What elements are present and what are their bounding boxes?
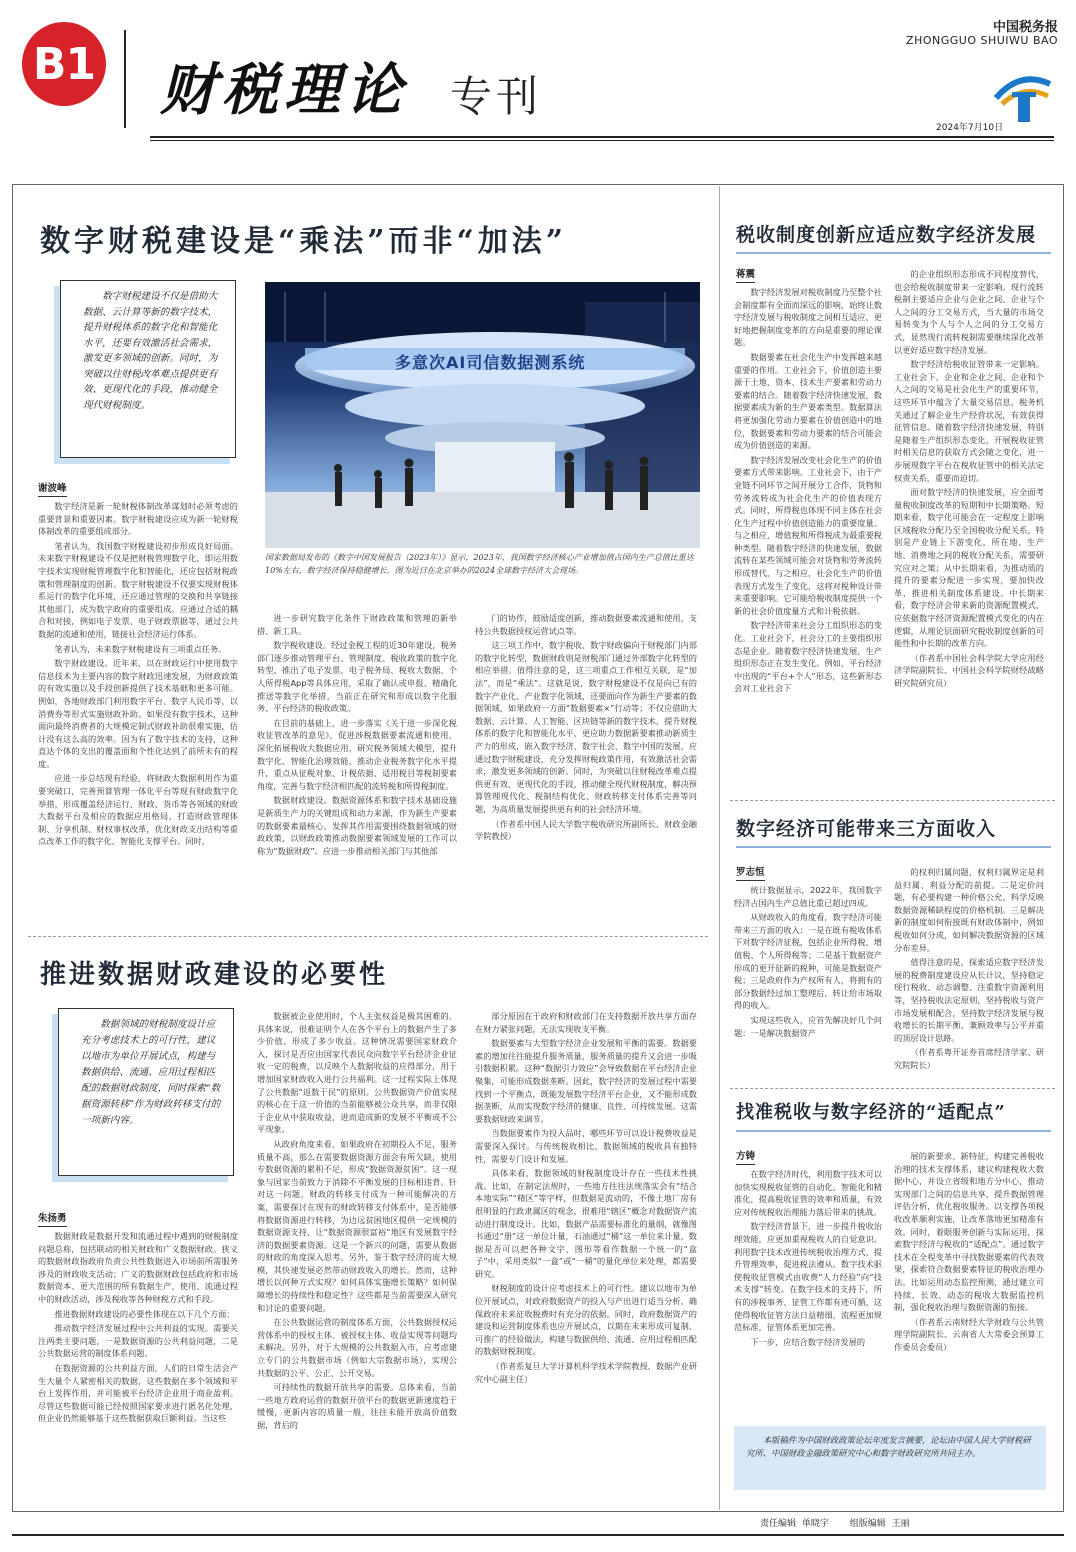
- article1-photo: [265, 282, 700, 548]
- footer-rule: [12, 1534, 1064, 1536]
- header-rule: [150, 136, 1054, 138]
- article5-title-rule: [736, 1130, 1051, 1132]
- paragraph: 从政府角度来看，如果政府在初期投入不足，服务质量不高，那么在需要数据资源方面会有所欠缺，使用专数据资源的累积不足，形成“数据资源贫困”。这一现象与国家当前致力于消除不平衡发展的目标相违背。针对这一问题，财政的转移支付成为一种可能解决的方案，需要探讨在现有的财政转移支付体系中，是否能够将数据资源进行转移，为边远贫困地区提供一定规模的数据资源支持，让“数据资源很富裕”地区有发展数字经济的数据要素资源。这是一个新兴的问题，需要从数据的财政的角度深入思考。另外，鉴于数字经济的庞大规模，其快速发展必然带动财政收入的增长。然而，这种增长以何种方式实现？如何具体实施增长策略？如何保障增长的持续性和稳定性？这些都是当前需要深入研究和讨论的重要问题。: [257, 1138, 457, 1313]
- paragraph: 应进一步总结现有经验，将财政大数据利用作为重要突破口，完善预算管理一体化平台等现有财政数字化举措，形成覆盖经济运行、财政、货币等各领域的财政大数据平台及相应的数据应用格局，打造财政管理体制、分享机制、财权事权改革，优化财政支出结构等重点改革工作的数字化、智能化支撑平台。同时，: [38, 773, 238, 847]
- article1-lead-text: 数字财税建设不仅是借助大数据、云计算等新的数字技术，提升财税体系的数字化和智能化水平，还要有效激活社会需求，激发更多领域的创新。同时，为突破以往财税改革难点提供更有效、更现代化的手段，推动健全现代财税制度。: [83, 291, 218, 411]
- designer-label: 组版编辑: [849, 1519, 886, 1529]
- paragraph: 笔者认为，未来数字财税建设有三项重点任务。: [54, 643, 227, 654]
- article1-divider: [28, 936, 708, 937]
- article5-title: 找准税收与数字经济的“适配点”: [736, 1102, 1006, 1123]
- paragraph: 数字财政建设。近年来，以在财政运行中使用数字信息技术为主要内容的数字财政迅速发展，为财政政策的有效实施以及手段创新提供了技术基础和更多可能。例如，各地财政部门利用数字平台、数字人民币等，以消费券等形式实施财政补助。如果没有数字技术，这种面向最终消费者的大规模定制式财政补助很难实施，估计没有这么高的效率。因为有了数字技术的支持，这种直达个体的支出的覆盖面和个性化达到了前所未有的程度。: [38, 658, 238, 769]
- page-badge: [22, 22, 106, 106]
- paragraph: （作者系中国社会科学院大学应用经济学院副院长、中国社会科学院财经战略研究院研究员）: [894, 652, 1044, 688]
- paragraph: 数字经济带来社会分工组织形态的变化。工业社会下，社会分工的主要组织形态是企业。随着数字经济快速发展，生产组织形态正在发生变化。例如，平台经济中出现的“平台+个人”形态，这些新形态会对工业社会下: [734, 620, 882, 694]
- article4-col1: [734, 884, 882, 1041]
- paragraph: 门的协作，鼓励适度创新，推动数据要素流通和使用，支持公共数据授权运营试点等。: [475, 613, 697, 636]
- article2-author: 朱扬勇: [38, 1210, 67, 1227]
- paragraph: 的企业组织形态形成不同程度替代，也会给税收制度带来一定影响。现行流转税制主要适应企业与企业之间、企业与个人之间的分工交易方式，当大量的市场交易转变为个人与个人之间的分工交易方式，显然现行流转税制需要继续深化改革以更好适应数字经济发展。: [894, 269, 1044, 355]
- editor-label: 责任编辑: [760, 1519, 797, 1529]
- article1-photo-sign: 多意次AI司信数据测系统: [395, 353, 586, 372]
- paragraph: 财税制度的设计应考虑技术上的可行性。建议以地市为单位开展试点，对政府数据资产的投入与产出进行适当分析，确保政府未来征收税费时有充分的依据。同时，政府数据资产的建设和运营制度体系也应开展试点，以期在未来形成可复制、可推广的经验做法，构建与数据供给、流通、应用过程相匹配的数据财税制度。: [475, 1283, 697, 1357]
- article5-col1: [734, 1168, 882, 1350]
- article3-author: 蒋震: [736, 266, 755, 283]
- issue-date: 2024年7月10日: [936, 123, 1004, 133]
- footer-note-text: 本版稿件为中国财政政策论坛年度发言摘要，论坛由中国人民大学财税研究所、中国财政金融政策研究中心和数字财政研究所共同主办。: [746, 1435, 1031, 1458]
- editor-name: 单晓宇: [801, 1519, 829, 1529]
- article2-col1: [38, 1230, 238, 1427]
- article2-title: 推进数据财政建设的必要性: [40, 960, 389, 990]
- paragraph: （作者系复旦大学计算机科学技术学院教授、数据产业研究中心副主任）: [475, 1361, 697, 1384]
- paragraph: 推进数据财政建设的必要性体现在以下几个方面：: [54, 1308, 235, 1319]
- article1-lead: [60, 280, 236, 458]
- paragraph: 数据财政是数据开发和流通过程中遇到的财税制度问题总称，包括联动的相关财政和广义数据财政。狭义的数据财政指政府负责公共性数据进入市场前所需服务涉及的财政收支活动；广义的数据财政包括政府和市场数据资本、更大范围的所有数据生产、使用、流通过程中的财政活动，涉及税收等各种财税方式和手段。: [38, 1231, 238, 1304]
- article3-title: 税收制度创新应适应数字经济发展: [736, 224, 1037, 246]
- paper-name-pinyin: ZHONGGUO SHUIWU BAO: [906, 34, 1058, 47]
- paragraph: 数据要素与大型数字经济企业发展和平衡的需要。数据要素的增加往往能提升服务质量，服务质量的提升又会进一步吸引数据积累。这种“数据引力效应”会导致数据在平台经济企业聚集，可能形成数据垄断。因此，数字经济的发展过程中需要找到一个平衡点，既能发展数字经济平台企业，又不能形成数据垄断，从而实现数字经济的健康、良性、可持续发展。这需要数据财政来调节。: [475, 1038, 697, 1124]
- article4-title-rule: [736, 846, 1051, 848]
- section-subtitle: 专刊: [450, 72, 543, 121]
- footer-note-box: [734, 1426, 1046, 1490]
- paragraph: 值得注意的是，探索适应数字经济发展的税费制度建设应从长计议，坚持稳定现行税收、动态调整、注重数字资源利用等，坚持税收法定原则，坚持税收与资产市场发展相配合，坚持数字经济发展与税收增长的长期平衡，兼顾效率与公平并重的顶层设计思路。: [894, 957, 1044, 1043]
- paragraph: 数据被企业使用时，个人主张权益是极其困难的。具体来说，很难证明个人在各个平台上的数据产生了多少价值、形成了多少收益。这种情况需要国家财政介入，探讨是否应由国家代表民众向数字平台经济企业征收一定的税费，以反映个人数据收益的应得部分，用于增加国家财政收入进行公共福利。这一过程实际上体现了公共数据“返数于民”的原则。公共数据资产价值实现的核心在于这一价值的当前能够被公众共享，而非仅限于企业从中获取收益，进而造成新的发展不平衡或不公平现象。: [257, 1011, 457, 1135]
- article4-author: 罗志恒: [736, 864, 765, 881]
- paragraph: 笔者认为，我国数字财税建设初步形成良好局面。未来数字财税建设不仅是把财税管理数字化，即运用数字技术实现财税管理数字化和智能化，还应包括财税政策和管理制度的创新。数字财税建设不仅要实现财税体系运行的数字化环境，还应通过管理的交换和共享链接其他部门，成为数字政府的重要组成。应通过合适的耦合和对接，例如电子发票、电子财政票据等，通过公共数据的流通和使用，链接社会经济运行体系。: [38, 540, 238, 639]
- paragraph: 部分原因在于政府和财政部门在支持数据开放共享方面存在财力紧张问题，无法实现收支平衡。: [475, 1011, 697, 1034]
- section-title: 财税理论: [160, 57, 408, 123]
- article2-col2: [257, 1010, 457, 1434]
- paragraph: 从财政收入的角度看，数字经济可能带来三方面的收入：一是在既有税收体系下对数字经济征税，包括企业所得税、增值税、个人所得税等；二是基于数据资产形成的更开征新的税种，可能是数据资产税；三是政府作为产权所有人，将拥有的部分数据经过加工整理后，转让给市场取得的收入。: [734, 912, 882, 1011]
- page-number: B1: [32, 38, 96, 90]
- article3-col2: [894, 268, 1044, 692]
- paragraph: 数字经济背景下，进一步提升税收治理效能，应更加重视税收人的自觉意识。利用数字技术改进传统税收治理方式，提升管理效率，促进税法遵从。数字技术驱使税收征管模式由收费“人力经验”向“技术支撑”转变。在数字技术的支持下，所有的涉税事务、征管工作都有迹可循，这使得税收征管方法日益精细，流程更加规范标准，征管体系更加完善。: [734, 1221, 882, 1333]
- paragraph: 推动数字经济发展过程中公共利益的实现。需要关注两类主要问题，一是数据资源的公共利益问题，二是公共数据运营的制度体系问题。: [38, 1323, 238, 1359]
- paragraph: 的权利归属问题，权利归属界定是利益归属、利益分配的前提。二是定价问题，有必要构建一种价格公允、科学反映数据资源稀缺程度的价格机制。三是解决新的制度如何衔接既有财政体制中，例如税收如何分成，如何解决数据资源的区域分布差异。: [894, 867, 1044, 953]
- paper-name: 中国税务报: [992, 20, 1058, 35]
- header-rule-thin: [150, 140, 1054, 141]
- paragraph: 在数字经济时代，利用数字技术可以加快实现税收征管的自动化、智能化和精准化，提高税收征管的效率和质量，有效应对传统税收治理能力落后带来的挑战。: [734, 1169, 882, 1217]
- paragraph: 在数据资源的公共利益方面，人们的日常生活会产生大量个人紧密相关的数据，这些数据在多个领域和平台上发挥作用，并可能被平台经济企业用于商业盈利。尽管这些数据可能已经按照国家要求进行匿名化处理，但企业仍然能够基于这些数据获取巨额利益。当这些: [38, 1362, 238, 1424]
- header-divider-vertical: [124, 30, 126, 128]
- article1-author: 谢波峰: [38, 480, 67, 497]
- page-header: [0, 0, 1076, 150]
- column-separator: [719, 186, 720, 1510]
- article2-lead-text: 数据领域的财税制度设计应充分考虑技术上的可行性，建议以地市为单位开展试点，构建与数据供给、流通、应用过程相匹配的数据财政制度，同时探索“数据资源转移”作为财政转移支付的一项新内容。: [81, 1019, 221, 1126]
- paragraph: 数据财政建设。数据资源体系和数字技术基础设施是新质生产力的关键组成和动力来源，作为新生产要素的数据要素最核心，发挥其作用需要围绕数据领域的财政政策，以财政政策推动数据要素领域发展的工作可以称为“数据财政”。应进一步推动相关部门与其他部: [257, 795, 457, 856]
- article1-photo-caption: 国家数据局发布的《数字中国发展报告（2023年）》显示，2023年，我国数字经济核心产业增加值占国内生产总值比重达10%左右，数字经济保持稳健增长。图为近日在北京举办的2024全球数字经济大会现场。: [265, 553, 694, 575]
- article3-col1: [734, 286, 882, 697]
- paragraph: 当数据要素作为投入品时，哪些环节可以设计税费收益是需要深入探讨。与传统税收相比，数据领域的税收具有独特性，需要专门设计和发展。: [475, 1128, 697, 1164]
- article3-title-rule: [736, 252, 1051, 254]
- article2-lead: [58, 1008, 234, 1176]
- article1-col2: [257, 612, 457, 859]
- article1-col1: [38, 500, 238, 850]
- paragraph: 数字税收建设。经过金税工程的近30年建设，税务部门逐步推动管理平台、管理制度、税收政策的数字化转型，推出了电子发票、电子税务局、税收大数据、个人所得税App等具体应用，采取了确认或申报、精确化推送等数字化举措，当前正在研究和形成以数字化服务、平台经济的税收政策。: [257, 640, 457, 714]
- article5-author: 方铸: [736, 1148, 755, 1165]
- paragraph: 数字经济给税收征管带来一定影响。工业社会下，企业和企业之间、企业和个人之间的交易是社会化生产的重要环节，这些环节中蕴含了大量交易信息，税务机关通过了解企业生产经营状况，有效获得征管信息。随着数字经济快速发展，特别是随着生产组织形态变化，开展税收征管时相关信息的获取方式会随之变化，进一步展现数字平台在税收征管中的相关法定权责关系，重要而迫切。: [894, 359, 1044, 483]
- article4-divider: [730, 1088, 1055, 1089]
- paper-logo-icon: [990, 64, 1054, 128]
- page-footer: [760, 1516, 910, 1529]
- paragraph: 下一步，应结合数字经济发展的: [750, 1336, 866, 1347]
- paragraph: 在目前的基础上，进一步落实《关于进一步深化税收征管改革的意见》，促进涉税数据要素流通和使用，深化拓展税收大数据应用，研究税务领域大模型，提升数字化、智能化治理效能，推动企业税务数字化水平提升，重点从征税对象、计税依据、适用税目等税制要素角度，完善与数字经济相匹配的流转税和所得税制度。: [257, 717, 457, 791]
- article5-col2: [894, 1150, 1044, 1356]
- article4-col2: [894, 866, 1044, 1074]
- paragraph: 这三项工作中，数字税收、数字财政偏向于财税部门内部的数字化转型，数据财政则是财税部门通过外部数字化转型的相应举措。值得注意的是，这三项重点工作相互关联，是“加法”，而是“乘法”。这就是说，数字财税建设不仅是向已有的数字产业化、产业数字化领域，还要面向作为新生产要素的数据领域，如果政府一方面“数据要素×”行动等；不仅应借助大数据、云计算、人工智能、区块链等新的数字技术，提升财税体系的数字化和智能化水平，更应助力数据新要素推动新质生产力的形成，嵌入数字经济、数字社会、数字中国的发展，应通过数字财税建设，充分发挥财税政策作用，有效激活社会需求，激发更多领域的创新。同时，为突破以往财税改革难点提供更有效、更现代化的手段，推动健全现代财税制度，解决预算管理现代化、税制结构优化、财政转移支付体系完善等问题，为高质量发展提供更有利的社会经济环境。: [475, 640, 697, 814]
- designer-name: 王丽: [891, 1519, 910, 1529]
- paragraph: 统计数据显示，2022年，我国数字经济占国内生产总值比重已超过四成。: [734, 885, 882, 908]
- article4-title: 数字经济可能带来三方面收入: [736, 818, 997, 840]
- paragraph: 具体来看，数据领域的财税制度设计存在一些技术性挑战。比如，在制定法规时，一些地方往往法规落实会有“结合本地实际”“精区”等字样，但数据是流动的，不像土地厂房有很明显的行政隶属区的观念，很难用“辖区”概念对数据资产流动进行制度设计。比如，数据产品需要标准化的量纲，就像图书通过“册”这一单位计量，石油通过“桶”这一单位来计量，数据是否可以把各种文字、图形等看作数据一个统一的“盒子”中，采用类似“一盒”或“一桶”的量化单位来处理，都需要研究。: [475, 1168, 697, 1279]
- paragraph: 数字经济是新一轮财税体制改革谋划时必须考虑的重要背景和重要因素。数字财税建设应成为新一轮财税体制改革的重要组成部分。: [38, 501, 238, 537]
- article1-title: 数字财税建设是“乘法”而非“加法”: [40, 224, 568, 259]
- paragraph: （作者系粤开证券首席经济学家、研究院院长）: [894, 1047, 1044, 1070]
- paragraph: 数字经济发展对税收制度乃至整个社会制度都有全面而深远的影响，始终让数字经济发展与税收制度之间相互适应、更好地把握制度变革的方向是重要的理论课题。: [734, 287, 882, 348]
- paragraph: 面对数字经济的快速发展，应全面考量税收制度改革的短期和中长期策略。短期来看，数字化可能会在一定程度上影响区域税收分配乃至全国税收分配关系，特别是产业链上下游变化，所在地、生产地、消费地之间的税收分配关系，需要研究应对之策；从中长期来看，为推动质的提升的要素分配进一步实现，要加快改革，推进相关制度体系建设。中长期来看，数字经济会带来新的资源配置模式，应依据数字经济资源配置模式变化的内在逻辑，从理论层面研究税收制度创新的可能性和中长期的改革方向。: [894, 487, 1044, 649]
- paragraph: 数字经济发展改变社会化生产的价值要素方式带来影响。工业社会下，由于产业链不同环节之间开展分工合作，货物和劳务流转成为社会化生产的价值表现方式。同时，所得税也体现不同主体在社会化生产过程中价值创造能力的重要度量。与之相应，增值税和所得税成为最重要税种类型。随着数字经济的快速发展，数据流转在某些领域可能会对货物和劳务流转形成替代，与之相应，社会化生产的价值表现方式发生了变化，这将对税种设计带来重要影响。它可能给税收制度提供一个新的社会价值度量方式和计税依据。: [734, 454, 882, 616]
- paragraph: （作者系中国人民大学数字税收研究所副所长、财政金融学院教授）: [475, 818, 697, 842]
- article2-col3: [475, 1010, 697, 1387]
- article1-col3: [475, 612, 697, 845]
- article3-divider: [730, 800, 1055, 801]
- paragraph: 数据要素在社会化生产中发挥越来越重要的作用。工业社会下，价值创造主要源于土地、资本、技术生产要素和劳动力要素的结合。随着数字经济快速发展，数据要素成为新的生产要素类型。数据算法将更加强化劳动力要素在价值创造中的地位，数据要素和劳动力要素的结合可能会成为价值创造的来源。: [734, 351, 882, 451]
- paragraph: 实现这些收入，应首先解决好几个问题：一是解决数据资产: [734, 1014, 882, 1038]
- paragraph: 展的新要求、新特征，构建完善税收治理的技术支撑体系，建议构建税收大数据中心，并设立省级和地方分中心，推动实现部门之间的信息共享，提升数据管理评估分析，优化税收服务。以支撑各项税收改革顺利实施，让改革落地更加精准有效。同时，着眼服务创新与实际运用，探索数字经济与税收的“适配点”。通过数字技术在全程变革中寻找数据要素的代表效果，探索符合数据要素特征的税收治理办法。比如运用动态监控预测，通过建立可持续、长效、动态的税收大数据监控机制，强化税收治理与数据资源的衔接。: [894, 1151, 1044, 1313]
- paragraph: （作者系云南财经大学财政与公共管理学院副院长、云南省人大常委会预算工作委员会委员）: [894, 1316, 1044, 1352]
- paragraph: 进一步研究数字化条件下财政政策和管理的新举措、新工具。: [257, 613, 457, 636]
- paragraph: 可持续性的数据开放共享的需要。总体来看，当前一些地方政府运营的数据开放平台的数据更新速度趋于缓慢，更新内容的质量一般，往往未能开放高价值数据，背后的: [257, 1382, 457, 1430]
- paragraph: 在公共数据运营的制度体系方面，公共数据授权运营体系中的授权主体、被授权主体、收益实现等问题均未解决。另外，对于大规模的公共数据入市，应考虑建立专门的公共数据市场（例如大宗数据市场），实现公共数据的公平、公正、公开交易。: [257, 1317, 457, 1378]
